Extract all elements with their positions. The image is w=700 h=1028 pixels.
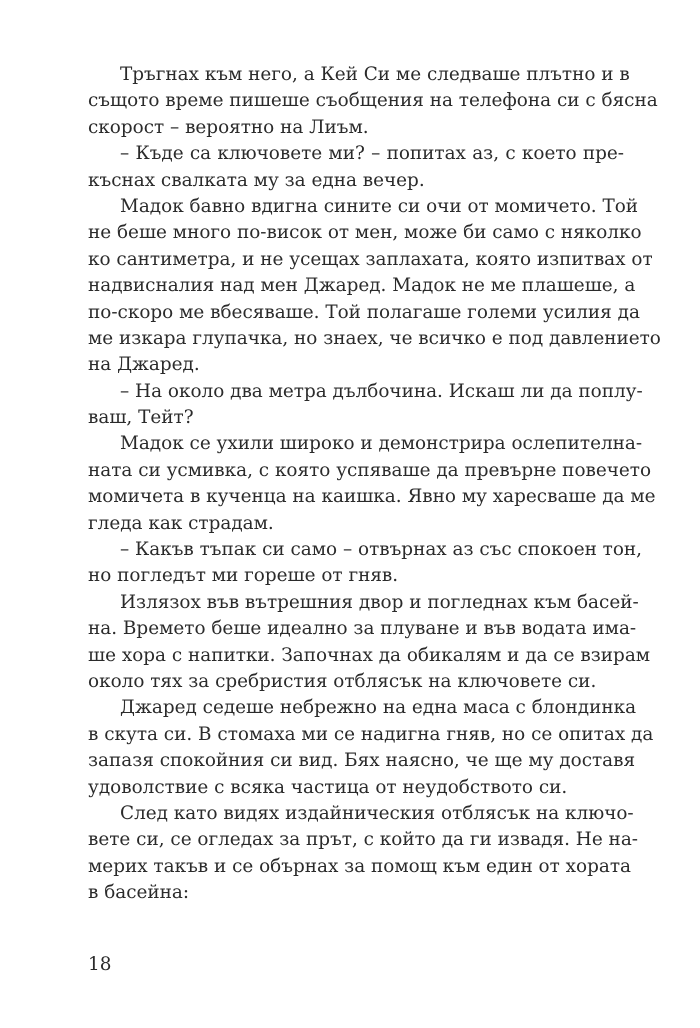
text-line: вете си, се огледах за прът, с който да ги извадя. Не на-	[88, 829, 638, 851]
paragraph	[88, 537, 643, 590]
text-line: не беше много по-висок от мен, може би само с няколко	[88, 222, 642, 244]
book-page-text	[88, 62, 661, 907]
text-line: скорост – вероятно на Лиъм.	[88, 116, 369, 138]
text-line: Тръгнах към него, а Кей Си ме следваше плътно и в	[120, 64, 630, 85]
text-line: момичета в кученца на каишка. Явно му харесваше да ме	[88, 486, 656, 508]
text-line: но погледът ми гореше от гняв.	[88, 565, 399, 587]
text-line: ко сантиметра, и не усещах заплахата, която изпитвах от	[88, 248, 653, 270]
text-line: къснах свалката му за една вечер.	[88, 169, 425, 191]
text-line: удоволствие с всяка частица от неудобството си.	[88, 776, 568, 798]
text-line: в басейна:	[88, 882, 190, 904]
text-line: Мадок се ухили широко и демонстрира ослепителна-	[120, 433, 643, 455]
text-line: на Джаред.	[88, 354, 200, 376]
text-line: ше хора с напитки. Започнах да обикалям и да се взирам	[88, 644, 651, 666]
text-line: Джаред седеше небрежно на една маса с блондинка	[120, 697, 637, 719]
text-line: гледа как страдам.	[88, 512, 274, 534]
text-line: ната си усмивка, с която успяваше да превърне повечето	[88, 459, 652, 481]
text-line: След като видях издайническия отблясък на ключо-	[120, 802, 634, 824]
paragraph	[88, 141, 624, 194]
text-line: мерих такъв и се обърнах за помощ към един от хората	[88, 855, 631, 877]
text-line: Мадок бавно вдигна сините си очи от момичето. Той	[120, 195, 639, 217]
text-line: – Какъв тъпак си само – отвърнах аз със спокоен тон,	[120, 539, 643, 561]
text-line: ме изкара глупачка, но знаех, че всичко е под давлението	[88, 327, 661, 349]
page-number: 18	[88, 954, 112, 975]
text-line: по-скоро ме вбесяваше. Той полагаше големи усилия да	[88, 301, 640, 323]
paragraph	[88, 590, 651, 696]
text-line: – Къде са ключовете ми? – попитах аз, с което пре-	[120, 143, 624, 165]
paragraph	[88, 62, 658, 141]
text-line: – На около два метра дълбочина. Искаш ли да поплу-	[120, 380, 643, 402]
text-line: около тях за сребристия отблясък на ключовете си.	[88, 670, 597, 692]
paragraph	[88, 379, 643, 432]
text-line: същото време пишеше съобщения на телефона си с бясна	[88, 90, 658, 112]
paragraph	[88, 431, 656, 537]
paragraph	[88, 801, 638, 907]
paragraph	[88, 695, 654, 801]
text-line: запазя спокойния си вид. Бях наясно, че ще му доставя	[88, 750, 636, 772]
text-line: в скута си. В стомаха ми се надигна гняв, но се опитах да	[88, 723, 654, 745]
text-line: Излязох във вътрешния двор и погледнах към басей-	[120, 591, 639, 613]
text-line: на. Времето беше идеално за плуване и във водата има-	[88, 618, 637, 640]
text-line: надвисналия над мен Джаред. Мадок не ме плашеше, а	[88, 275, 636, 297]
text-line: ваш, Тейт?	[88, 407, 194, 429]
paragraph	[88, 194, 661, 379]
